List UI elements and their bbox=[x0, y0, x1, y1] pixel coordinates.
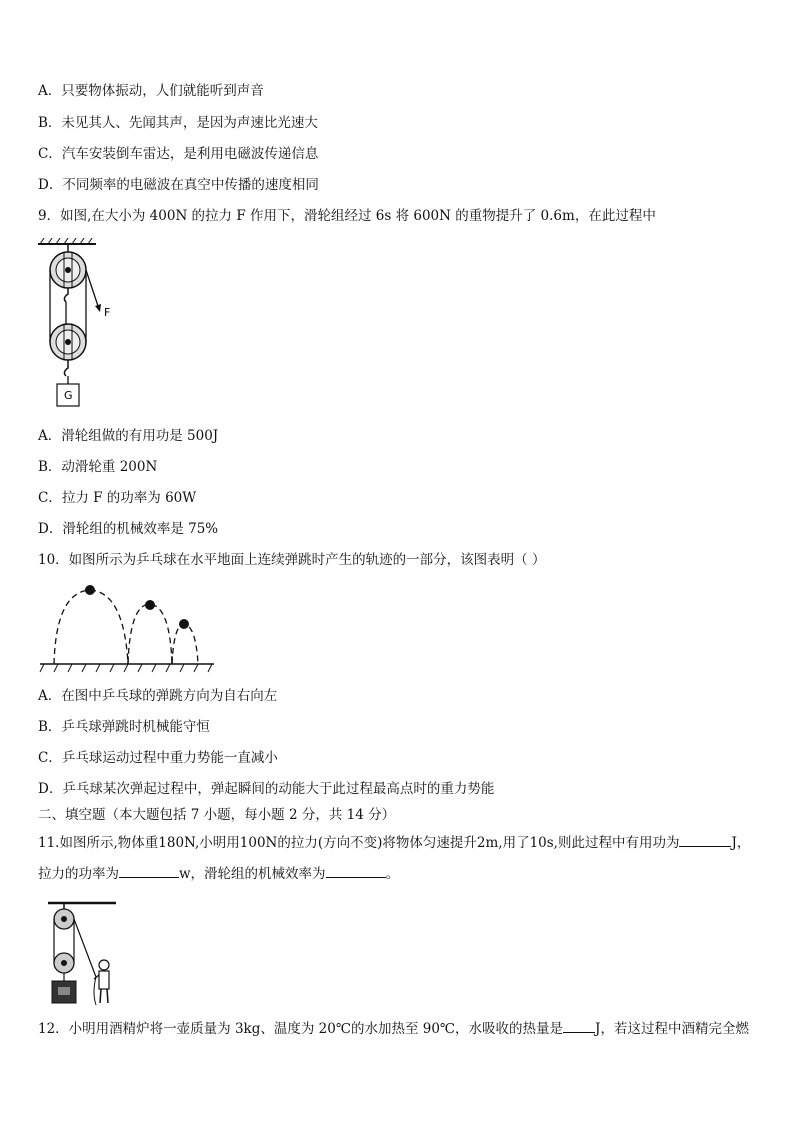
q8-option-a: A．只要物体振动，人们就能听到声音 bbox=[38, 83, 264, 99]
q12-text-end: J，若这过程中酒精完全燃 bbox=[595, 1021, 749, 1037]
q11-efficiency-label: w，滑轮组的机械效率为 bbox=[179, 866, 326, 882]
q11-blank-power[interactable] bbox=[119, 864, 179, 878]
weight-label: G bbox=[64, 389, 73, 402]
force-label: F bbox=[104, 306, 111, 319]
q10-bounce-figure bbox=[38, 580, 218, 674]
q8-option-d: D．不同频率的电磁波在真空中传播的速度相同 bbox=[38, 177, 319, 193]
q11-period: 。 bbox=[385, 866, 400, 882]
q9-stem: 9．如图,在大小为 400N 的拉力 F 作用下，滑轮组经过 6s 将 600N 的重物提升了 0.6m，在此过程中 bbox=[38, 208, 656, 224]
q11-line1 bbox=[38, 833, 750, 852]
q9-option-b: B．动滑轮重 200N bbox=[38, 459, 158, 475]
q10-option-b: B．乒乓球弹跳时机械能守恒 bbox=[38, 719, 210, 735]
q10-option-c: C．乒乓球运动过程中重力势能一直减小 bbox=[38, 750, 278, 766]
q9-option-a: A．滑轮组做的有用功是 500J bbox=[38, 428, 219, 444]
q8-option-c: C．汽车安装倒车雷达，是利用电磁波传递信息 bbox=[38, 146, 319, 162]
section-title-fill-in: 二、填空题（本大题包括 7 小题，每小题 2 分，共 14 分） bbox=[38, 807, 396, 823]
q12-line bbox=[38, 1019, 749, 1038]
q11-line2 bbox=[38, 864, 399, 883]
q11-blank-useful-work[interactable] bbox=[679, 833, 731, 847]
q10-option-d: D．乒乓球某次弹起过程中，弹起瞬间的动能大于此过程最高点时的重力势能 bbox=[38, 781, 495, 797]
q10-stem: 10．如图所示为乒乓球在水平地面上连续弹跳时产生的轨迹的一部分，该图表明（ ） bbox=[38, 552, 546, 568]
q11-power-label: 拉力的功率为 bbox=[38, 866, 119, 882]
q9-pulley-figure bbox=[36, 238, 126, 410]
q11-text: 11.如图所示,物体重180N,小明用100N的拉力(方向不变)将物体匀速提升2m,用了10s,则此过程中有用功为 bbox=[38, 835, 680, 851]
q12-blank-heat[interactable] bbox=[563, 1019, 595, 1033]
q9-option-d: D．滑轮组的机械效率是 75% bbox=[38, 521, 219, 537]
q8-option-b: B．未见其人、先闻其声，是因为声速比光速大 bbox=[38, 115, 318, 131]
q11-figure bbox=[44, 897, 120, 1009]
q10-option-a: A．在图中乒乓球的弹跳方向为自右向左 bbox=[38, 688, 278, 704]
q12-text: 12．小明用酒精炉将一壶质量为 3kg、温度为 20℃的水加热至 90℃，水吸收的热量是 bbox=[38, 1021, 564, 1037]
q11-blank-efficiency[interactable] bbox=[326, 864, 386, 878]
q11-unit: J， bbox=[731, 835, 751, 851]
q9-option-c: C．拉力 F 的功率为 60W bbox=[38, 490, 197, 506]
